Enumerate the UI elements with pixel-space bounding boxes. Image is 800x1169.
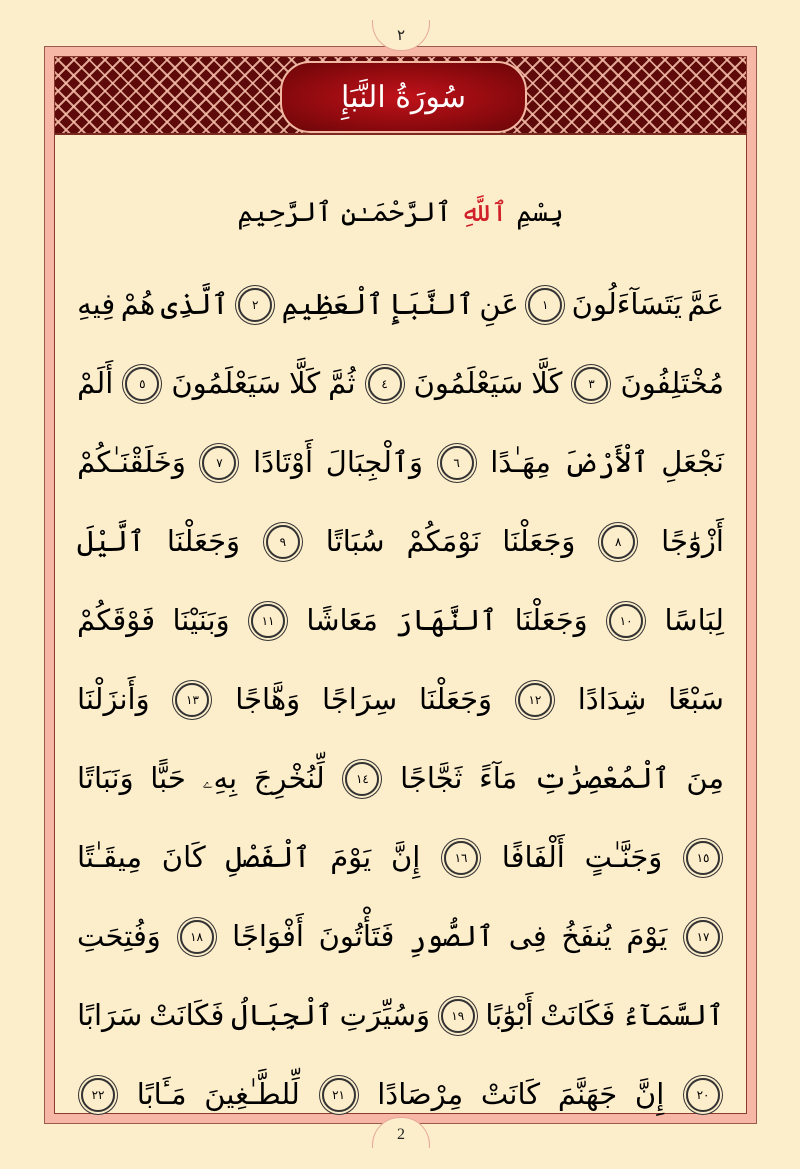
- verse-word: مَآءً: [479, 761, 518, 795]
- verse-word: سِرَاجًا: [322, 682, 398, 716]
- verse-number-marker: ١٤: [345, 762, 379, 796]
- verse-word: كَلَّا: [531, 366, 563, 400]
- verse-word: ثُمَّ: [328, 366, 356, 400]
- verse-number-marker: ١٠: [609, 604, 643, 638]
- verse-word: وَخَلَقْنَـٰكُمْ: [77, 445, 186, 479]
- verse-number-marker: ١١: [251, 604, 285, 638]
- page-number-bottom: 2: [372, 1117, 430, 1148]
- verse-word: سَرَابًا: [77, 998, 143, 1032]
- verse-word: إِنَّ: [390, 840, 421, 874]
- verse-number-marker: ٦: [440, 446, 474, 480]
- verse-word: ٱلْعَظِيمِ: [281, 287, 384, 321]
- verse-word: وَفُتِحَتِ: [77, 919, 161, 953]
- surah-title: سُورَةُ النَّبَإِ: [340, 79, 467, 115]
- verse-word: ٱلنَّبَإِ: [389, 287, 474, 321]
- verse-word: وَهَّاجًا: [235, 682, 301, 716]
- verse-number-marker: ١٦: [444, 841, 478, 875]
- verse-word: فَكَانَتْ: [540, 998, 616, 1032]
- verse-word: أَوْتَادًا: [253, 445, 314, 479]
- verse-word: مُخْتَلِفُونَ: [620, 366, 724, 400]
- verse-number-marker: ٣: [574, 367, 608, 401]
- verse-word: ٱلْجِبَالُ: [231, 998, 333, 1032]
- verse-word: مَـَٔابًا: [136, 1077, 187, 1111]
- verse-word: وَجَعَلْنَا: [418, 682, 493, 716]
- verse-word: يُنفَخُ: [561, 919, 612, 953]
- verse-word: ٱلنَّهَارَ: [395, 603, 498, 637]
- verse-number-marker: ٧: [202, 446, 236, 480]
- verse-word: وَنَبَاتًا: [77, 761, 134, 795]
- verse-word: وَسُيِّرَتِ: [339, 998, 430, 1032]
- verse-word: وَجَعَلْنَا: [502, 524, 576, 558]
- verse-word: يَتَسَآءَلُونَ: [571, 287, 682, 321]
- page-number-top: ٢: [372, 20, 430, 51]
- verse-word: وَٱلْجِبَالَ: [325, 445, 423, 479]
- verse-word: يَوْمَ: [330, 840, 372, 874]
- verse-word: فَكَانَتْ: [149, 998, 225, 1032]
- verse-word: سَبْعًا: [668, 682, 724, 716]
- verse-number-marker: ٢١: [322, 1078, 356, 1112]
- verse-word: وَبَنَيْنَا: [172, 603, 230, 637]
- verse-word: وَجَعَلْنَا: [166, 524, 240, 558]
- verse-word: هُمْ: [120, 287, 156, 321]
- verse-word: كَانَتْ: [480, 1077, 541, 1111]
- verse-word: أَفْوَاجًا: [232, 919, 304, 953]
- verse-word: عَمَّ: [687, 287, 724, 321]
- verse-word: لِّلطَّـٰغِينَ: [204, 1077, 300, 1111]
- verse-word: كَانَ: [161, 840, 206, 874]
- verse-number-marker: ١: [528, 288, 562, 322]
- verse-number-marker: ١٧: [686, 920, 720, 954]
- verse-word: إِنَّ: [634, 1077, 665, 1111]
- verse-word: ٱلصُّورِ: [409, 919, 495, 953]
- verse-word: فِيهِ: [77, 287, 116, 321]
- verse-word: سَيَعْلَمُونَ: [413, 366, 524, 400]
- surah-header-band: [55, 57, 746, 135]
- verse-word: عَنِ: [479, 287, 519, 321]
- verse-word: ٱلْمُعْصِرَٰتِ: [533, 761, 670, 795]
- basmala-rahman-rahim: ٱلرَّحْمَـٰنِ ٱلرَّحِيمِ: [237, 197, 452, 228]
- verse-word: وَأَنزَلْنَا: [77, 682, 150, 716]
- verse-number-marker: ٨: [601, 525, 635, 559]
- page-frame: [44, 46, 757, 1124]
- verse-line: [77, 818, 724, 897]
- verse-line: [77, 660, 724, 739]
- verse-word: مِيقَـٰتًا: [77, 840, 143, 874]
- verse-line: [77, 581, 724, 660]
- verse-line: [77, 739, 724, 818]
- verse-number-marker: ١٢: [518, 683, 552, 717]
- verse-word: ثَجَّاجًا: [400, 761, 463, 795]
- verse-word: بِهِۦ: [202, 761, 238, 795]
- verse-word: شِدَادًا: [577, 682, 647, 716]
- verse-word: ٱلسَّمَآءُ: [622, 998, 724, 1032]
- basmala-bismi: بِسْمِ: [516, 197, 564, 228]
- verse-word: كَلَّا: [289, 366, 321, 400]
- verse-number-marker: ١٩: [441, 999, 475, 1033]
- verse-line: [77, 265, 724, 344]
- verse-word: سُبَاتًا: [325, 524, 385, 558]
- verse-word: يَوْمَ: [626, 919, 668, 953]
- verse-word: حَبًّا: [150, 761, 186, 795]
- verse-number-marker: ١٥: [686, 841, 720, 875]
- verse-word: فَوْقَكُمْ: [77, 603, 156, 637]
- verse-word: مِرْصَادًا: [377, 1077, 464, 1111]
- verse-word: ٱلْفَصْلِ: [225, 840, 311, 874]
- verse-word: أَزْوَٰجًا: [661, 524, 724, 558]
- verse-word: وَجَنَّـٰتٍ: [584, 840, 663, 874]
- basmala: [55, 197, 746, 228]
- verse-word: نَجْعَلِ: [661, 445, 724, 479]
- verse-line: [77, 423, 724, 502]
- verse-word: سَيَعْلَمُونَ: [171, 366, 282, 400]
- verse-word: لِبَاسًا: [664, 603, 724, 637]
- verse-number-marker: ٢: [238, 288, 272, 322]
- verse-number-marker: ٢٠: [686, 1078, 720, 1112]
- verse-word: أَلَمْ: [77, 366, 114, 400]
- verse-word: وَجَعَلْنَا: [514, 603, 588, 637]
- verse-word: نَوْمَكُمْ: [406, 524, 481, 558]
- verse-number-marker: ٩: [266, 525, 300, 559]
- verse-word: فَتَأْتُونَ: [318, 919, 395, 953]
- verse-line: [77, 502, 724, 581]
- verse-word: فِى: [508, 919, 547, 953]
- verse-number-marker: ٤: [368, 367, 402, 401]
- verse-number-marker: ٢٢: [81, 1078, 115, 1112]
- verse-lines: [77, 265, 724, 1134]
- verse-line: [77, 344, 724, 423]
- surah-title-cartouche: [280, 61, 527, 133]
- verse-word: مِنَ: [686, 761, 724, 795]
- verse-word: أَلْفَافًا: [501, 840, 565, 874]
- verse-number-marker: ١٨: [180, 920, 214, 954]
- verse-number-marker: ١٣: [175, 683, 209, 717]
- verse-number-marker: ٥: [125, 367, 159, 401]
- verse-word: أَبْوَٰبًا: [485, 998, 534, 1032]
- page-inner: [54, 56, 747, 1114]
- verse-word: ٱلْأَرْضَ: [563, 445, 649, 479]
- verse-line: [77, 897, 724, 976]
- verse-word: لِّنُخْرِجَ: [253, 761, 325, 795]
- verse-word: مَعَاشًا: [306, 603, 378, 637]
- verse-word: جَهَنَّمَ: [557, 1077, 618, 1111]
- verse-word: مِهَـٰدًا: [490, 445, 551, 479]
- verse-word: ٱلَّيْلَ: [77, 524, 145, 558]
- verse-word: ٱلَّذِى: [160, 287, 229, 321]
- basmala-allah: ٱللَّهِ: [460, 197, 508, 228]
- verse-line: [77, 976, 724, 1055]
